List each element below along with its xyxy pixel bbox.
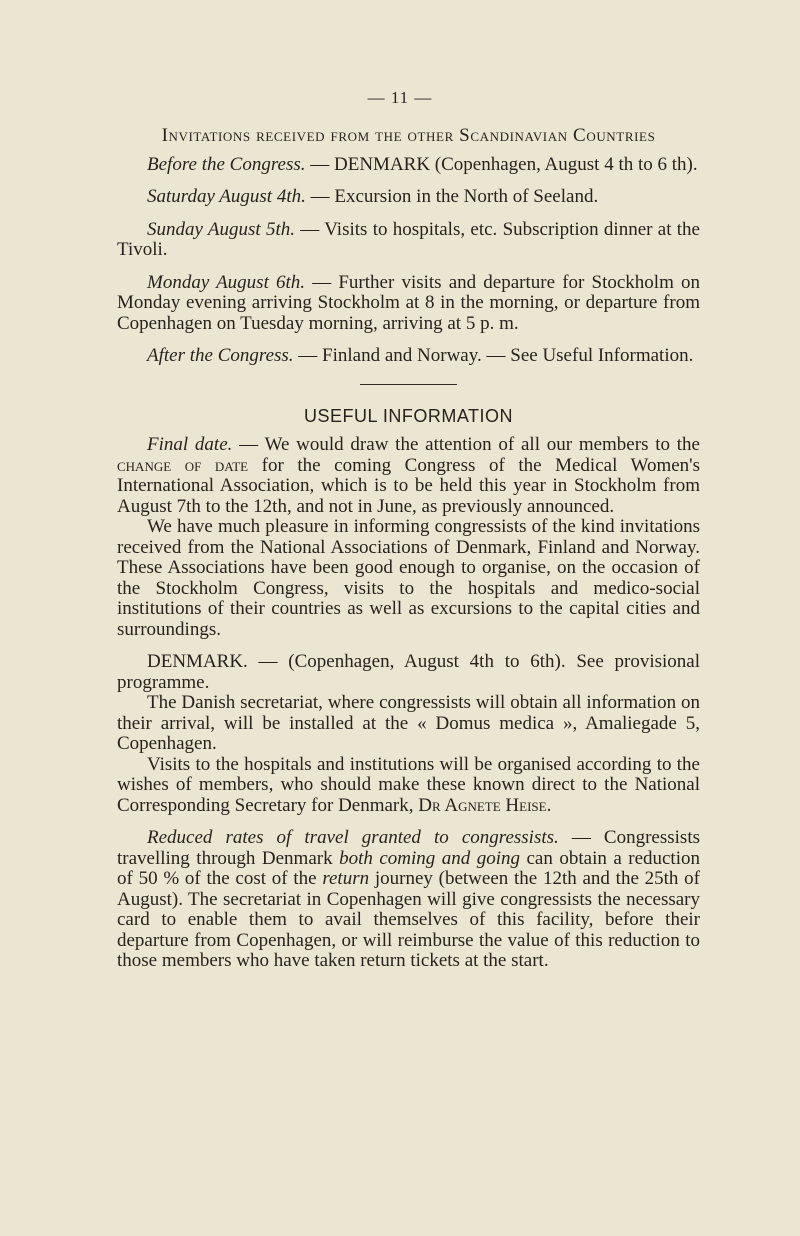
- monday-text: — Further visits and departure for Stockholm on Monday evening arriving Stockholm at 8 in the morning, or departure from Copenhagen on Tuesday morning, arriving at 5 p. m.: [117, 271, 700, 334]
- hospital-visits-paragraph: [117, 755, 700, 817]
- saturday-label: Saturday August 4th.: [147, 186, 306, 207]
- monday-paragraph: [117, 273, 700, 335]
- monday-label: Monday August 6th.: [147, 271, 306, 293]
- after-congress-paragraph: [117, 346, 700, 367]
- reduced-rates-text-1: — Congressists travelling through Denmark: [117, 827, 700, 869]
- both-ways-italic: both coming and going: [339, 847, 521, 869]
- page-content: [117, 126, 700, 972]
- useful-information-title: USEFUL INFORMATION: [303, 405, 513, 426]
- denmark-paragraph: [117, 652, 700, 693]
- change-of-date-caps: change of date: [117, 454, 249, 476]
- reduced-rates-text-2: can obtain a reduction of 50 % of the cost of the: [117, 847, 700, 889]
- after-congress-label: After the Congress.: [147, 345, 294, 366]
- reduced-rates-label: Reduced rates of travel granted to congressists.: [147, 827, 559, 848]
- invitations-heading: Invitations received from the other Scandinavian Countries: [161, 125, 656, 146]
- before-congress-paragraph: [117, 155, 700, 176]
- saturday-text: — Excursion in the North of Seeland.: [305, 186, 599, 207]
- danish-secretariat-paragraph: The Danish secretariat, where congressists will obtain all information on their arrival, will be installed at the « Domus medica », Amaliegade 5, Copenhagen.: [117, 692, 700, 754]
- final-date-label: Final date.: [147, 434, 233, 455]
- before-congress-label: Before the Congress.: [147, 153, 306, 175]
- denmark-text: — (Copenhagen, August 4th to 6th). See provisional programme.: [117, 651, 700, 693]
- before-congress-text: — DENMARK (Copenhagen, August 4 th to 6 th).: [305, 153, 698, 175]
- final-date-text-2: for the coming Congress of the Medical Women's International Association, which is to be held this year in Stockholm from August 7th to the 12th, and not in June, as previously announced.: [117, 454, 701, 517]
- secretary-name: Dr Agnete Heise.: [418, 794, 552, 816]
- final-date-paragraph: [117, 435, 700, 517]
- sunday-text: — Visits to hospitals, etc. Subscription dinner at the Tivoli.: [117, 218, 700, 260]
- invitations-pleasure-paragraph: We have much pleasure in informing congressists of the kind invitations received from the National Associations of Denmark, Finland and Norway. These Associations have been good enough to organise, on the occasion of the Stockholm Congress, visits to the hospitals and medico-social institutions of their countries as well as excursions to the capital cities and surroundings.: [117, 516, 700, 640]
- reduced-rates-paragraph: [117, 828, 700, 972]
- sunday-paragraph: [117, 220, 700, 261]
- after-congress-text: — Finland and Norway. — See Useful Information.: [293, 345, 694, 366]
- page-number: — 11 —: [367, 88, 433, 107]
- saturday-paragraph: [117, 187, 700, 208]
- denmark-label: DENMARK.: [147, 651, 248, 672]
- sunday-label: Sunday August 5th.: [147, 218, 295, 240]
- reduced-rates-text-3: journey (between the 12th and the 25th of August). The secretariat in Copenhagen will give congressists the necessary card to enable them to avail themselves of this facility, before their departure from Copenhagen, or will reimburse the value of this reduction to those members who have taken return tickets at the start.: [117, 868, 700, 971]
- final-date-text-1: — We would draw the attention of all our members to the: [232, 434, 700, 455]
- return-italic: return: [322, 868, 370, 889]
- hospital-visits-text: Visits to the hospitals and institutions will be organised according to the wishes of members, who should make these known direct to the National Corresponding Secretary for Denmark,: [117, 753, 700, 816]
- section-divider: [360, 384, 457, 385]
